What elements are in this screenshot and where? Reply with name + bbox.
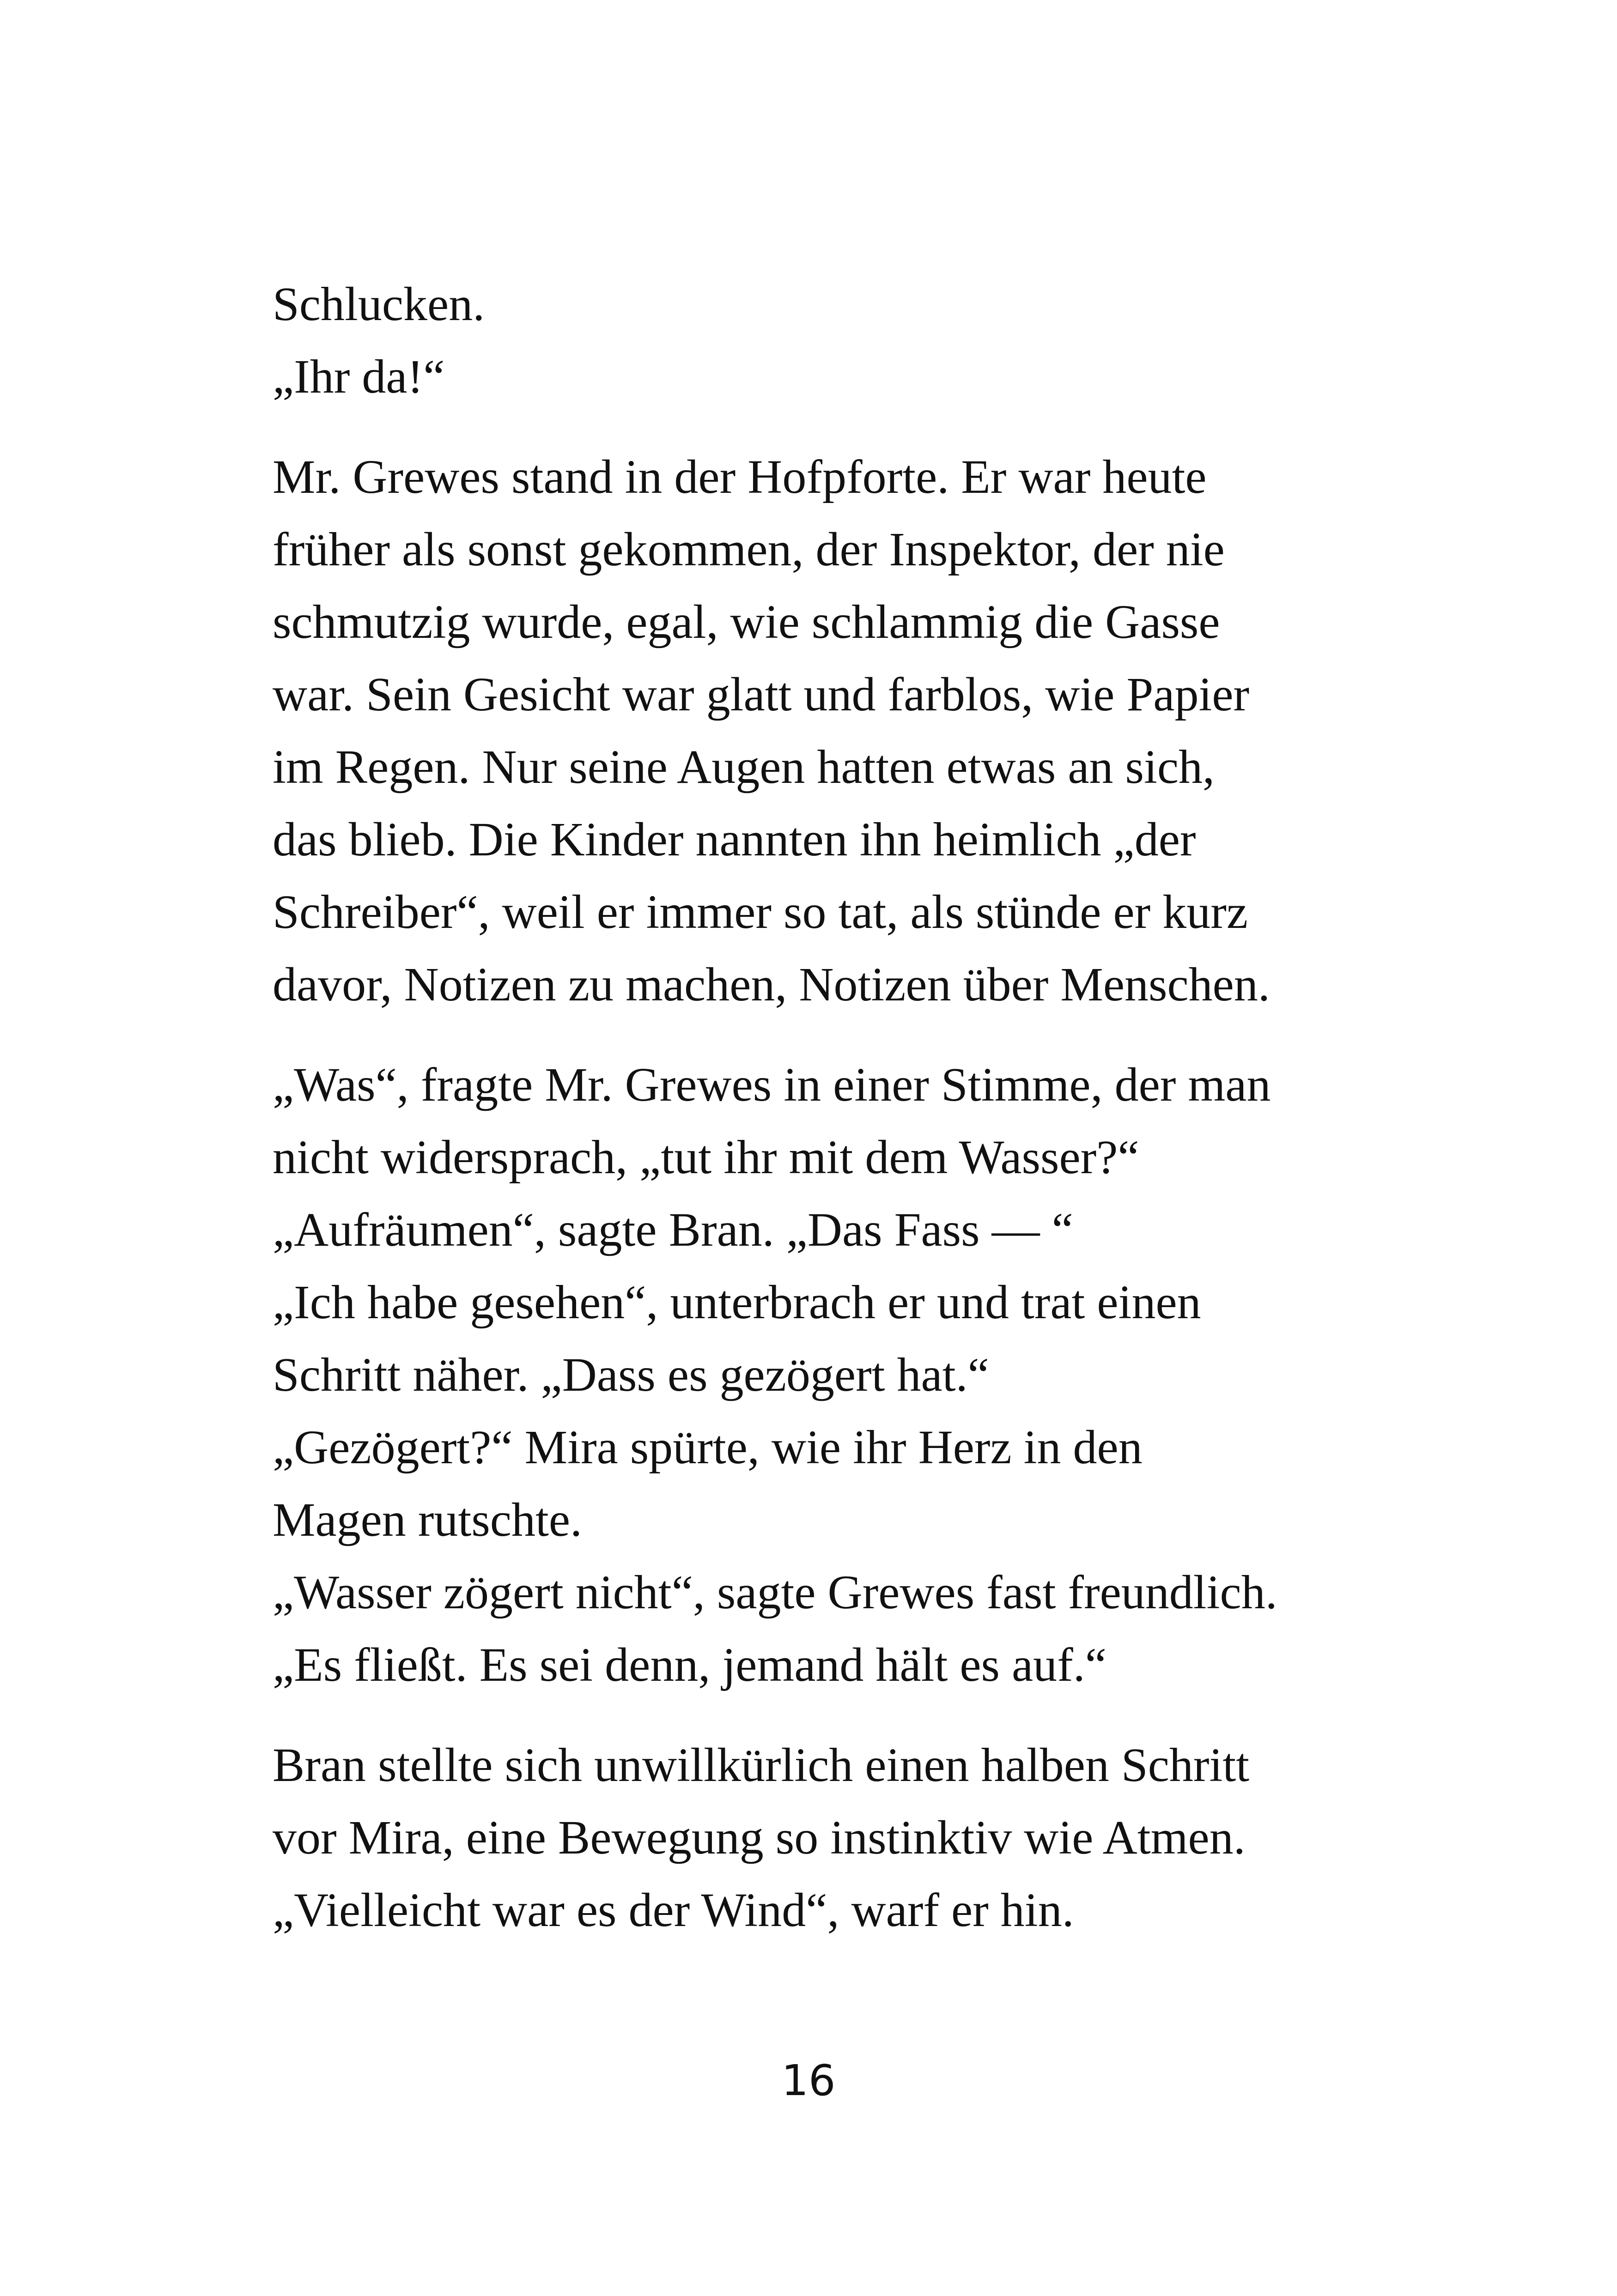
text-line: war. Sein Gesicht war glatt und farblos, wie Papier: [273, 668, 1250, 721]
text-line: nicht widersprach, „tut ihr mit dem Wasser?“: [273, 1131, 1139, 1184]
text-line: „Wasser zögert nicht“, sagte Grewes fast freundlich.: [273, 1566, 1277, 1619]
text-line: „Gezögert?“ Mira spürte, wie ihr Herz in den: [273, 1421, 1143, 1474]
text-line: „Ich habe gesehen“, unterbrach er und trat einen: [273, 1276, 1201, 1329]
text-line: Schlucken.: [273, 278, 485, 331]
text-line: davor, Notizen zu machen, Notizen über Menschen.: [273, 958, 1270, 1011]
text-line: Schritt näher. „Dass es gezögert hat.“: [273, 1348, 989, 1401]
body-text: [273, 268, 1391, 1974]
text-line: schmutzig wurde, egal, wie schlammig die Gasse: [273, 595, 1220, 648]
paragraph-3: [273, 1048, 1391, 1701]
paragraph-2: [273, 441, 1391, 1021]
text-line: vor Mira, eine Bewegung so instinktiv wie Atmen.: [273, 1811, 1246, 1864]
text-line: „Aufräumen“, sagte Bran. „Das Fass — “: [273, 1203, 1073, 1256]
text-line: „Es fließt. Es sei denn, jemand hält es auf.“: [273, 1638, 1106, 1691]
text-line: „Was“, fragte Mr. Grewes in einer Stimme, der man: [273, 1058, 1271, 1111]
text-line: Bran stellte sich unwillkürlich einen halben Schritt: [273, 1739, 1250, 1792]
text-line: Mr. Grewes stand in der Hofpforte. Er war heute: [273, 450, 1207, 503]
text-line: früher als sonst gekommen, der Inspektor, der nie: [273, 523, 1225, 576]
text-line: „Ihr da!“: [273, 350, 445, 403]
text-line: das blieb. Die Kinder nannten ihn heimlich „der: [273, 813, 1196, 866]
text-line: Schreiber“, weil er immer so tat, als stünde er kurz: [273, 885, 1248, 939]
text-line: Magen rutschte.: [273, 1493, 583, 1546]
text-line: „Vielleicht war es der Wind“, warf er hin.: [273, 1884, 1074, 1937]
page-number: 16: [781, 2056, 836, 2105]
paragraph-4: [273, 1729, 1391, 1946]
text-line: im Regen. Nur seine Augen hatten etwas an sich,: [273, 740, 1215, 794]
paragraph-1: [273, 268, 1391, 413]
